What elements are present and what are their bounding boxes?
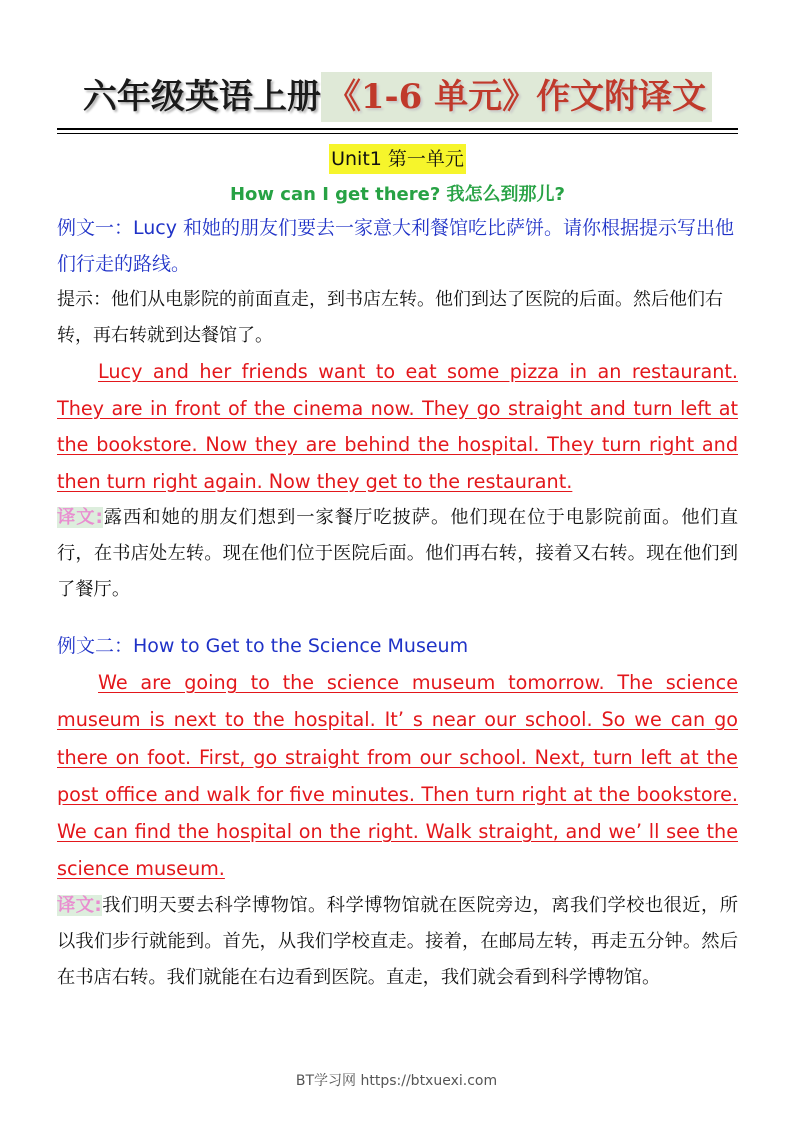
example2-translation-text: 我们明天要去科学博物馆。科学博物馆就在医院旁边，离我们学校也很近，所以我们步行就能到。首先，从我们学校直走。接着，在邮局左转，再走五分钟。然后在书店右转。我们就能在右边看到医院。直走，我们就会看到科学博物馆。: [57, 894, 739, 988]
unit-label: Unit1 第一单元: [329, 144, 466, 174]
document-title: [57, 72, 738, 134]
title-underline: [57, 128, 738, 130]
example1-translation: [57, 500, 738, 608]
example1-english-text: Lucy and her friends want to eat some pizza in an restaurant. They are in front of the cinema now. They go straight and turn left at the bookstore. Now they are behind the hospital. They turn right and then turn right again. Now they get to the restaurant.: [57, 360, 738, 493]
page-footer: BT学习网 https://btxuexi.com: [295, 1073, 498, 1089]
title-underline-thin: [57, 133, 738, 134]
example1-translation-text: 露西和她的朋友们想到一家餐厅吃披萨。他们现在位于电影院前面。他们直行，在书店处左转。现在他们位于医院后面。他们再右转，接着又右转。现在他们到了餐厅。: [57, 507, 739, 600]
example1-heading: 例文一：Lucy 和她的朋友们要去一家意大利餐馆吃比萨饼。请你根据提示写出他们行走的路线。: [57, 217, 735, 275]
unit-subtitle: How can I get there? 我怎么到那儿?: [229, 184, 565, 205]
example1-hint: 提示：他们从电影院的前面直走，到书店左转。他们到达了医院的后面。然后他们右转，再右转就到达餐馆了。: [57, 289, 723, 346]
document-page: [57, 72, 738, 996]
example2-heading: 例文二：How to Get to the Science Museum: [57, 635, 469, 657]
title-grade-text: 六年级英语上册: [82, 77, 321, 117]
translation-tag: 译文:: [57, 507, 103, 528]
example2-english-text: We are going to the science museum tomorrow. The science museum is next to the hospital. It’ s near our school. So we can go there on foot. First, go straight from our school. Next, turn left at the post office and walk for five minutes. Then turn right at the bookstore. We can find the hospital on the right. Walk straight, and we’ ll see the science museum.: [57, 671, 738, 881]
example2-translation: [57, 888, 738, 996]
unit-heading: [57, 144, 738, 174]
translation-tag: 译文:: [57, 894, 102, 916]
title-units-text: 《1-6 单元》作文附译文: [321, 72, 712, 122]
